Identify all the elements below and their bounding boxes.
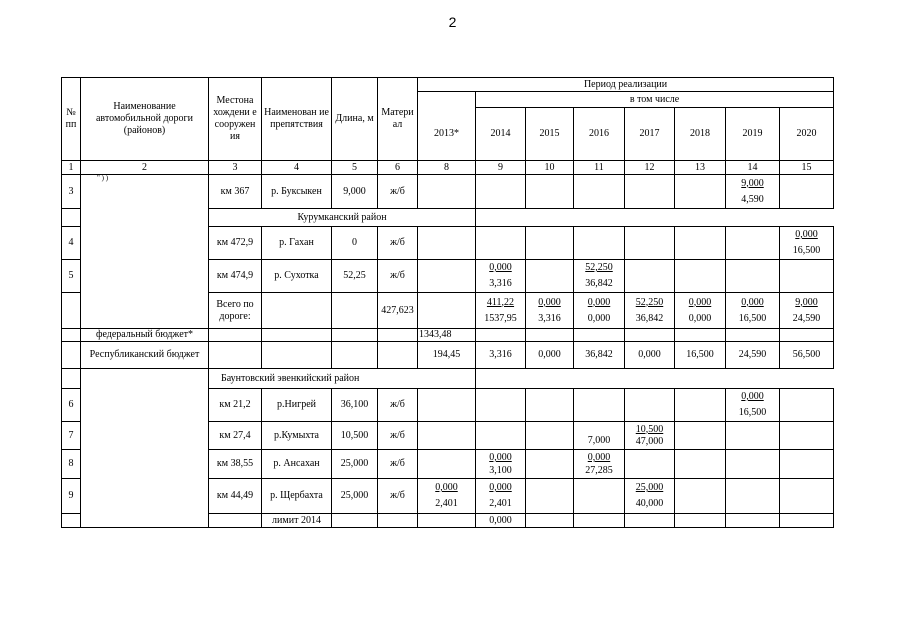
year-2013: 2013* xyxy=(418,108,476,161)
location-cell: км 472,9 xyxy=(209,227,262,260)
value-top: 10,500 xyxy=(635,423,664,435)
limit-label: лимит 2014 xyxy=(262,514,332,528)
republic-budget-row xyxy=(62,342,834,369)
value-bottom: 3,316 xyxy=(538,312,561,324)
total-2016 xyxy=(625,293,675,329)
year-2019: 2019 xyxy=(726,108,780,161)
value-top: 0,000 xyxy=(795,229,818,240)
length-cell: 25,000 xyxy=(332,479,378,514)
header-num: № пп xyxy=(62,78,81,161)
value-bottom: 2,401 xyxy=(435,498,458,509)
total-2019 xyxy=(780,293,834,329)
value-cell-2019 xyxy=(726,389,780,422)
value-cell-2014 xyxy=(476,260,526,293)
value-cell-2014 xyxy=(476,479,526,514)
colnum: 9 xyxy=(476,161,526,175)
obstacle-cell: р. Гахан xyxy=(262,227,332,260)
value-top: 0,000 xyxy=(489,452,512,463)
value-bottom: 47,000 xyxy=(635,435,664,447)
length-cell: 25,000 xyxy=(332,450,378,479)
length-cell: 9,000 xyxy=(332,175,378,209)
republic-2020: 56,500 xyxy=(780,342,834,369)
value-bottom: 1537,95 xyxy=(484,312,517,324)
header-obstacle: Наименован ие препятствия xyxy=(262,78,332,161)
value-top: 52,250 xyxy=(585,262,613,273)
value-cell-2017 xyxy=(625,479,675,514)
value-cell-2017 xyxy=(625,422,675,450)
material-cell: ж/б xyxy=(378,175,418,209)
length-cell: 52,25 xyxy=(332,260,378,293)
value-bottom: 2,401 xyxy=(489,498,512,509)
colnum: 5 xyxy=(332,161,378,175)
value-top: 52,250 xyxy=(635,296,664,308)
value-top: 0,000 xyxy=(587,296,611,308)
value-top: 0,000 xyxy=(741,296,764,308)
value-bottom: 27,285 xyxy=(585,465,613,476)
value-bottom: 0,000 xyxy=(587,312,611,324)
value-bottom: 36,842 xyxy=(585,278,613,289)
republic-2017: 0,000 xyxy=(625,342,675,369)
obstacle-cell: р.Нигрей xyxy=(262,389,332,422)
row-number: 3 xyxy=(62,175,81,209)
value-top: 0,000 xyxy=(489,262,512,273)
value-cell-2019 xyxy=(726,175,780,209)
value-top: 9,000 xyxy=(795,296,818,308)
header-length: Длина, м xyxy=(332,78,378,161)
republic-2015: 0,000 xyxy=(526,342,574,369)
obstacle-cell: р.Кумыхта xyxy=(262,422,332,450)
year-2020: 2020 xyxy=(780,108,834,161)
colnum: 8 xyxy=(418,161,476,175)
obstacle-cell: р. Сухотка xyxy=(262,260,332,293)
republic-2019: 24,590 xyxy=(726,342,780,369)
district-kurumkan: Курумканский район xyxy=(209,209,476,227)
material-cell: ж/б xyxy=(378,260,418,293)
colnum: 13 xyxy=(675,161,726,175)
year-2018: 2018 xyxy=(675,108,726,161)
value-top: 411,22 xyxy=(486,296,515,308)
limit-2014: 0,000 xyxy=(476,514,526,528)
row-number: 8 xyxy=(62,450,81,479)
column-numbers-row xyxy=(62,161,834,175)
colnum: 12 xyxy=(625,161,675,175)
value-top: 25,000 xyxy=(635,482,664,493)
row-number: 6 xyxy=(62,389,81,422)
value-top: 0,000 xyxy=(435,482,458,493)
header-material: Матери ал xyxy=(378,78,418,161)
total-2014 xyxy=(526,293,574,329)
length-cell: 0 xyxy=(332,227,378,260)
table-row xyxy=(62,175,834,209)
total-length: 427,623 xyxy=(378,293,418,329)
value-bottom: 40,000 xyxy=(635,498,664,509)
material-cell: ж/б xyxy=(378,389,418,422)
value-top: 0,000 xyxy=(489,482,512,493)
year-2015: 2015 xyxy=(526,108,574,161)
header-road: Наименование автомобильной дороги (районов) xyxy=(81,78,209,161)
year-2014: 2014 xyxy=(476,108,526,161)
republic-2014: 3,316 xyxy=(476,342,526,369)
total-2013 xyxy=(476,293,526,329)
colnum: 4 xyxy=(262,161,332,175)
header-period: Период реализации xyxy=(418,78,834,92)
value-cell-2016 xyxy=(574,260,625,293)
value-cell-2014 xyxy=(476,450,526,479)
colnum: 10 xyxy=(526,161,574,175)
value-cell-2016 xyxy=(574,450,625,479)
colnum: 6 xyxy=(378,161,418,175)
page-number: 2 xyxy=(448,14,457,30)
location-cell: км 27,4 xyxy=(209,422,262,450)
colnum: 2 xyxy=(81,161,209,175)
cutoff-road-name: " ) ) xyxy=(81,175,209,329)
value-top: 0,000 xyxy=(587,452,611,463)
row-number: 7 xyxy=(62,422,81,450)
total-2015 xyxy=(574,293,625,329)
total-label: Всего по дороге: xyxy=(209,293,262,329)
total-2018 xyxy=(726,293,780,329)
federal-label: федеральный бюджет* xyxy=(81,329,209,342)
material-cell: ж/б xyxy=(378,227,418,260)
colnum: 11 xyxy=(574,161,625,175)
location-cell: км 367 xyxy=(209,175,262,209)
value-bottom: 36,842 xyxy=(635,312,664,324)
value-bottom: 16,500 xyxy=(792,245,821,256)
location-cell: км 21,2 xyxy=(209,389,262,422)
value-bottom: 24,590 xyxy=(792,312,821,324)
republic-label: Республиканский бюджет xyxy=(81,342,209,369)
realization-table xyxy=(61,77,834,528)
colnum: 15 xyxy=(780,161,834,175)
value-bottom: 4,590 xyxy=(741,193,764,205)
value-bottom: 3,100 xyxy=(489,465,512,476)
location-cell: км 44,49 xyxy=(209,479,262,514)
header-location: Местона хождени е сооружен ия xyxy=(209,78,262,161)
value-top: 0,000 xyxy=(741,391,764,402)
location-cell: км 474,9 xyxy=(209,260,262,293)
row-number: 5 xyxy=(62,260,81,293)
material-cell: ж/б xyxy=(378,422,418,450)
value-bottom: 16,500 xyxy=(738,312,767,324)
value-cell-2020 xyxy=(780,227,834,260)
obstacle-cell: р. Буксыкен xyxy=(262,175,332,209)
year-2016: 2016 xyxy=(574,108,625,161)
value-cell-2016: 7,000 xyxy=(574,422,625,450)
federal-2013: 1343,48 xyxy=(418,329,476,342)
material-cell: ж/б xyxy=(378,479,418,514)
length-cell: 10,500 xyxy=(332,422,378,450)
obstacle-cell: р. Щербахта xyxy=(262,479,332,514)
colnum: 1 xyxy=(62,161,81,175)
value-bottom: 3,316 xyxy=(489,278,512,289)
value-cell-2013 xyxy=(418,479,476,514)
republic-2018: 16,500 xyxy=(675,342,726,369)
republic-2013: 194,45 xyxy=(418,342,476,369)
length-cell: 36,100 xyxy=(332,389,378,422)
year-2017: 2017 xyxy=(625,108,675,161)
value-top: 0,000 xyxy=(688,296,712,308)
value-top: 9,000 xyxy=(741,177,764,189)
district-bauntov: Баунтовский эвенкийский район xyxy=(209,369,476,389)
location-cell: км 38,55 xyxy=(209,450,262,479)
total-2017 xyxy=(675,293,726,329)
material-cell: ж/б xyxy=(378,450,418,479)
row-number: 9 xyxy=(62,479,81,514)
value-top: 0,000 xyxy=(538,296,561,308)
obstacle-cell: р. Ансахан xyxy=(262,450,332,479)
colnum: 14 xyxy=(726,161,780,175)
header-including: в том числе xyxy=(476,92,834,108)
value-bottom: 0,000 xyxy=(688,312,712,324)
colnum: 3 xyxy=(209,161,262,175)
row-number: 4 xyxy=(62,227,81,260)
value-bottom: 16,500 xyxy=(738,407,767,418)
republic-2016: 36,842 xyxy=(574,342,625,369)
federal-budget-row xyxy=(62,329,834,342)
district-row xyxy=(62,369,834,389)
